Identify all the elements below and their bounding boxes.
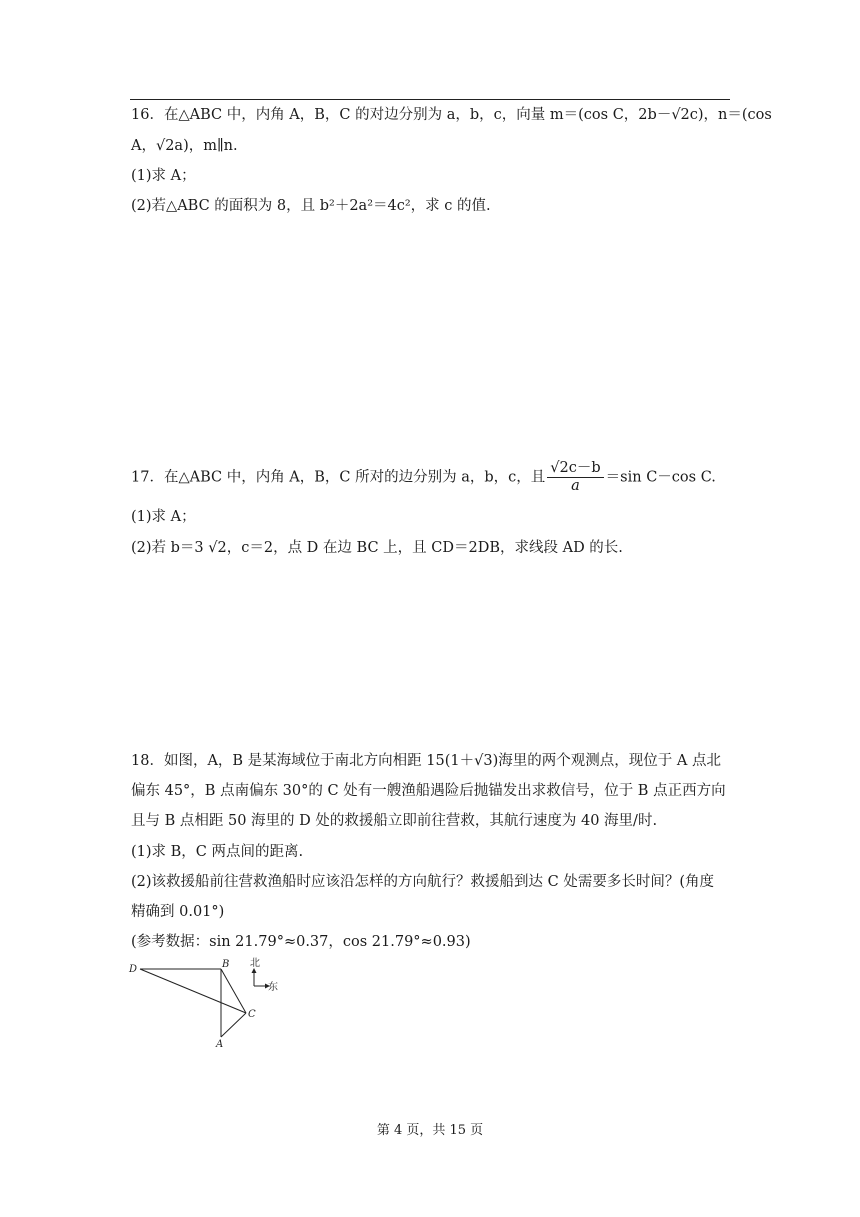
label-b: B — [222, 959, 230, 970]
label-a: A — [216, 1039, 224, 1050]
q16-line-2: A，√2a)，m∥n. — [131, 138, 238, 154]
q17-fraction-numerator: √2c－b — [547, 460, 603, 478]
q17-part-2: (2)若 b＝3 √2，c＝2，点 D 在边 BC 上，且 CD＝2DB，求线段 AD 的长. — [131, 540, 623, 556]
q17-line-1 — [131, 460, 716, 495]
q16-line-1: 16．在△ABC 中，内角 A，B，C 的对边分别为 a，b，c，向量 m＝(cos C，2b－√2c)，n＝(cos — [131, 107, 772, 123]
label-d: D — [129, 964, 138, 975]
label-c: C — [248, 1009, 256, 1020]
q16-part-2: (2)若△ABC 的面积为 8，且 b²＋2a²＝4c²，求 c 的值. — [131, 198, 491, 214]
q16-part-1: (1)求 A； — [131, 168, 196, 184]
geometry-diagram — [120, 954, 300, 1054]
q18-part-2-cont: 精确到 0.01°) — [131, 904, 225, 920]
label-north: 北 — [250, 958, 260, 969]
q17-fraction-denominator: a — [571, 478, 580, 494]
q18-line-3: 且与 B 点相距 50 海里的 D 处的救援船立即前往营救，其航行速度为 40 海里/时. — [131, 813, 658, 829]
q17-fraction — [547, 460, 603, 495]
q18-figure — [120, 954, 300, 1058]
segment-ac — [221, 1013, 246, 1037]
segment-bc — [221, 969, 246, 1013]
q18-part-1: (1)求 B，C 两点间的距离. — [131, 844, 304, 860]
q18-line-2: 偏东 45°，B 点南偏东 30°的 C 处有一艘渔船遇险后抛锚发出求救信号，位于 B 点正西方向 — [131, 783, 726, 799]
q17-text-pre: 17．在△ABC 中，内角 A，B，C 所对的边分别为 a，b，c，且 — [131, 469, 546, 486]
label-east: 东 — [268, 982, 278, 993]
header-rule — [130, 99, 730, 100]
q18-line-1: 18．如图，A，B 是某海域位于南北方向相距 15(1＋√3)海里的两个观测点，现位于 A 点北 — [131, 753, 721, 769]
q17-text-post: ＝sin C－cos C. — [605, 469, 716, 486]
segment-dc — [140, 969, 246, 1013]
q18-reference-data: (参考数据：sin 21.79°≈0.37，cos 21.79°≈0.93) — [131, 934, 471, 950]
page-footer: 第 4 页，共 15 页 — [376, 1123, 484, 1138]
q18-part-2: (2)该救援船前往营救渔船时应该沿怎样的方向航行？救援船到达 C 处需要多长时间？(角度 — [131, 874, 715, 890]
q17-part-1: (1)求 A； — [131, 509, 196, 525]
